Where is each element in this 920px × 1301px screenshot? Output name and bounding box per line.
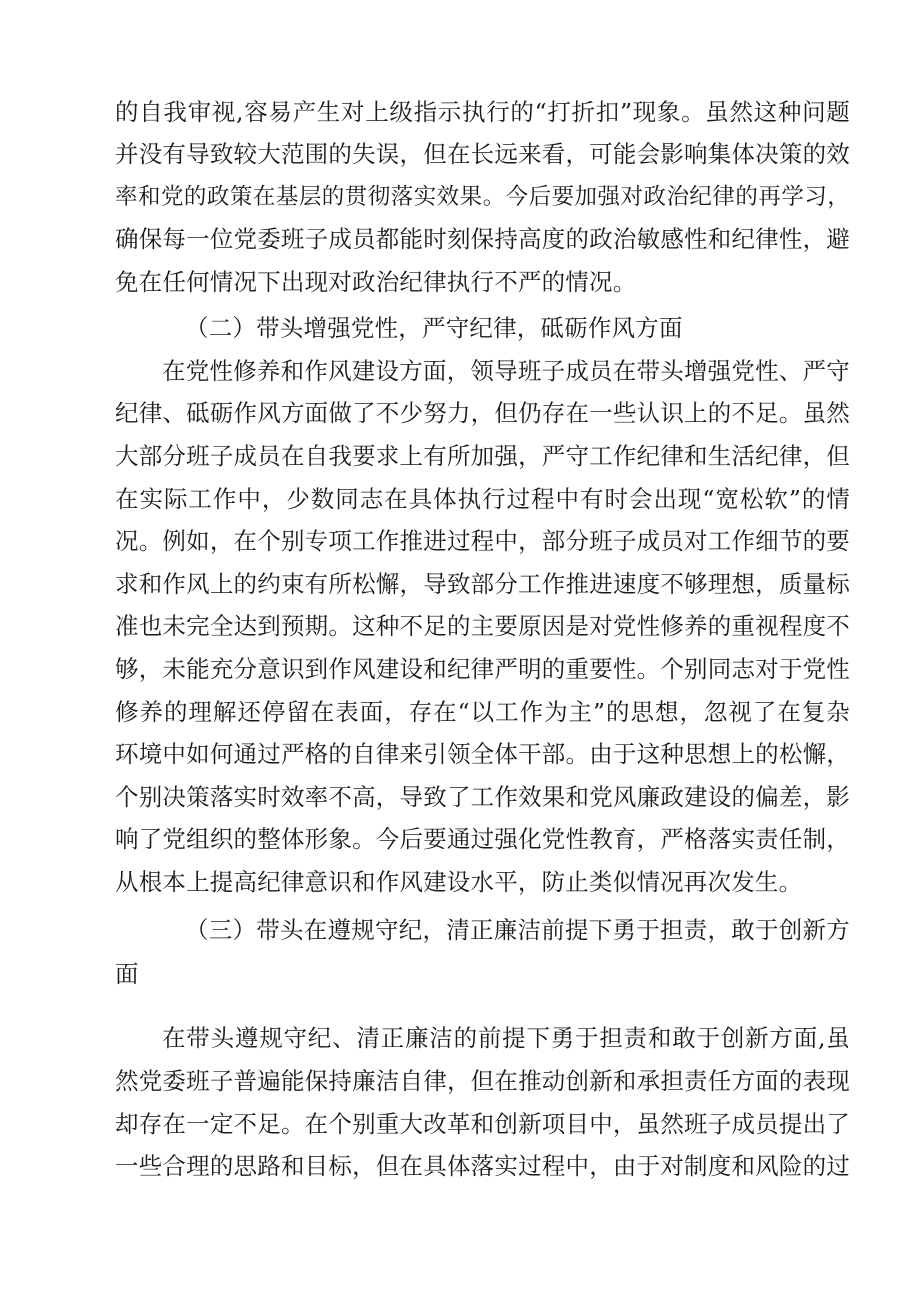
paragraph-line: 环境中如何通过严格的自律来引领全体干部。由于这种思想上的松懈， bbox=[115, 740, 850, 768]
paragraph-line: 况。例如，在个别专项工作推进过程中，部分班子成员对工作细节的要 bbox=[115, 527, 850, 555]
paragraph-line: 从根本上提高纪律意识和作风建设水平，防止类似情况再次发生。 bbox=[115, 868, 803, 896]
paragraph-line: 然党委班子普遍能保持廉洁自律，但在推动创新和承担责任方面的表现 bbox=[115, 1067, 850, 1095]
paragraph-line: 准也未完全达到预期。这种不足的主要原因是对党性修养的重视程度不 bbox=[115, 612, 850, 640]
paragraph-line: 却存在一定不足。在个别重大改革和创新项目中，虽然班子成员提出了 bbox=[115, 1110, 850, 1138]
section-heading: （二）带头增强党性，严守纪律，砥砺作风方面 bbox=[185, 314, 683, 342]
paragraph-line: 确保每一位党委班子成员都能时刻保持高度的政治敏感性和纪律性，避 bbox=[115, 225, 850, 253]
paragraph-line: 并没有导致较大范围的失误，但在长远来看，可能会影响集体决策的效 bbox=[115, 140, 850, 168]
paragraph-line: 响了党组织的整体形象。今后要通过强化党性教育，严格落实责任制， bbox=[115, 825, 850, 853]
paragraph-line: 大部分班子成员在自我要求上有所加强，严守工作纪律和生活纪律，但 bbox=[115, 442, 850, 470]
section-heading: （三）带头在遵规守纪，清正廉洁前提下勇于担责，敢于创新方 bbox=[185, 916, 850, 944]
paragraph-line: 率和党的政策在基层的贯彻落实效果。今后要加强对政治纪律的再学习， bbox=[115, 184, 850, 210]
paragraph-line: 免在任何情况下出现对政治纪律执行不严的情况。 bbox=[115, 268, 637, 296]
paragraph-line: 个别决策落实时效率不高，导致了工作效果和党风廉政建设的偏差，影 bbox=[115, 783, 850, 811]
paragraph-line: 一些合理的思路和目标，但在具体落实过程中，由于对制度和风险的过 bbox=[115, 1152, 850, 1180]
paragraph-line: 的自我审视,容易产生对上级指示执行的“打折扣”现象。虽然这种问题 bbox=[115, 98, 850, 126]
paragraph-line: 修养的理解还停留在表面，存在“以工作为主”的思想，忽视了在复杂 bbox=[115, 698, 850, 726]
paragraph-line: 纪律、砥砺作风方面做了不少努力，但仍存在一些认识上的不足。虽然 bbox=[115, 399, 850, 427]
paragraph-line: 够，未能充分意识到作风建设和纪律严明的重要性。个别同志对于党性 bbox=[115, 655, 850, 683]
paragraph-line: 在带头遵规守纪、清正廉洁的前提下勇于担责和敢于创新方面,虽 bbox=[162, 1024, 850, 1052]
section-heading-continued: 面 bbox=[115, 960, 139, 988]
paragraph-line: 求和作风上的约束有所松懈，导致部分工作推进速度不够理想，质量标 bbox=[115, 570, 850, 598]
paragraph-line: 在实际工作中，少数同志在具体执行过程中有时会出现“宽松软”的情 bbox=[115, 485, 850, 513]
paragraph-line: 在党性修养和作风建设方面，领导班子成员在带头增强党性、严守 bbox=[162, 357, 850, 385]
